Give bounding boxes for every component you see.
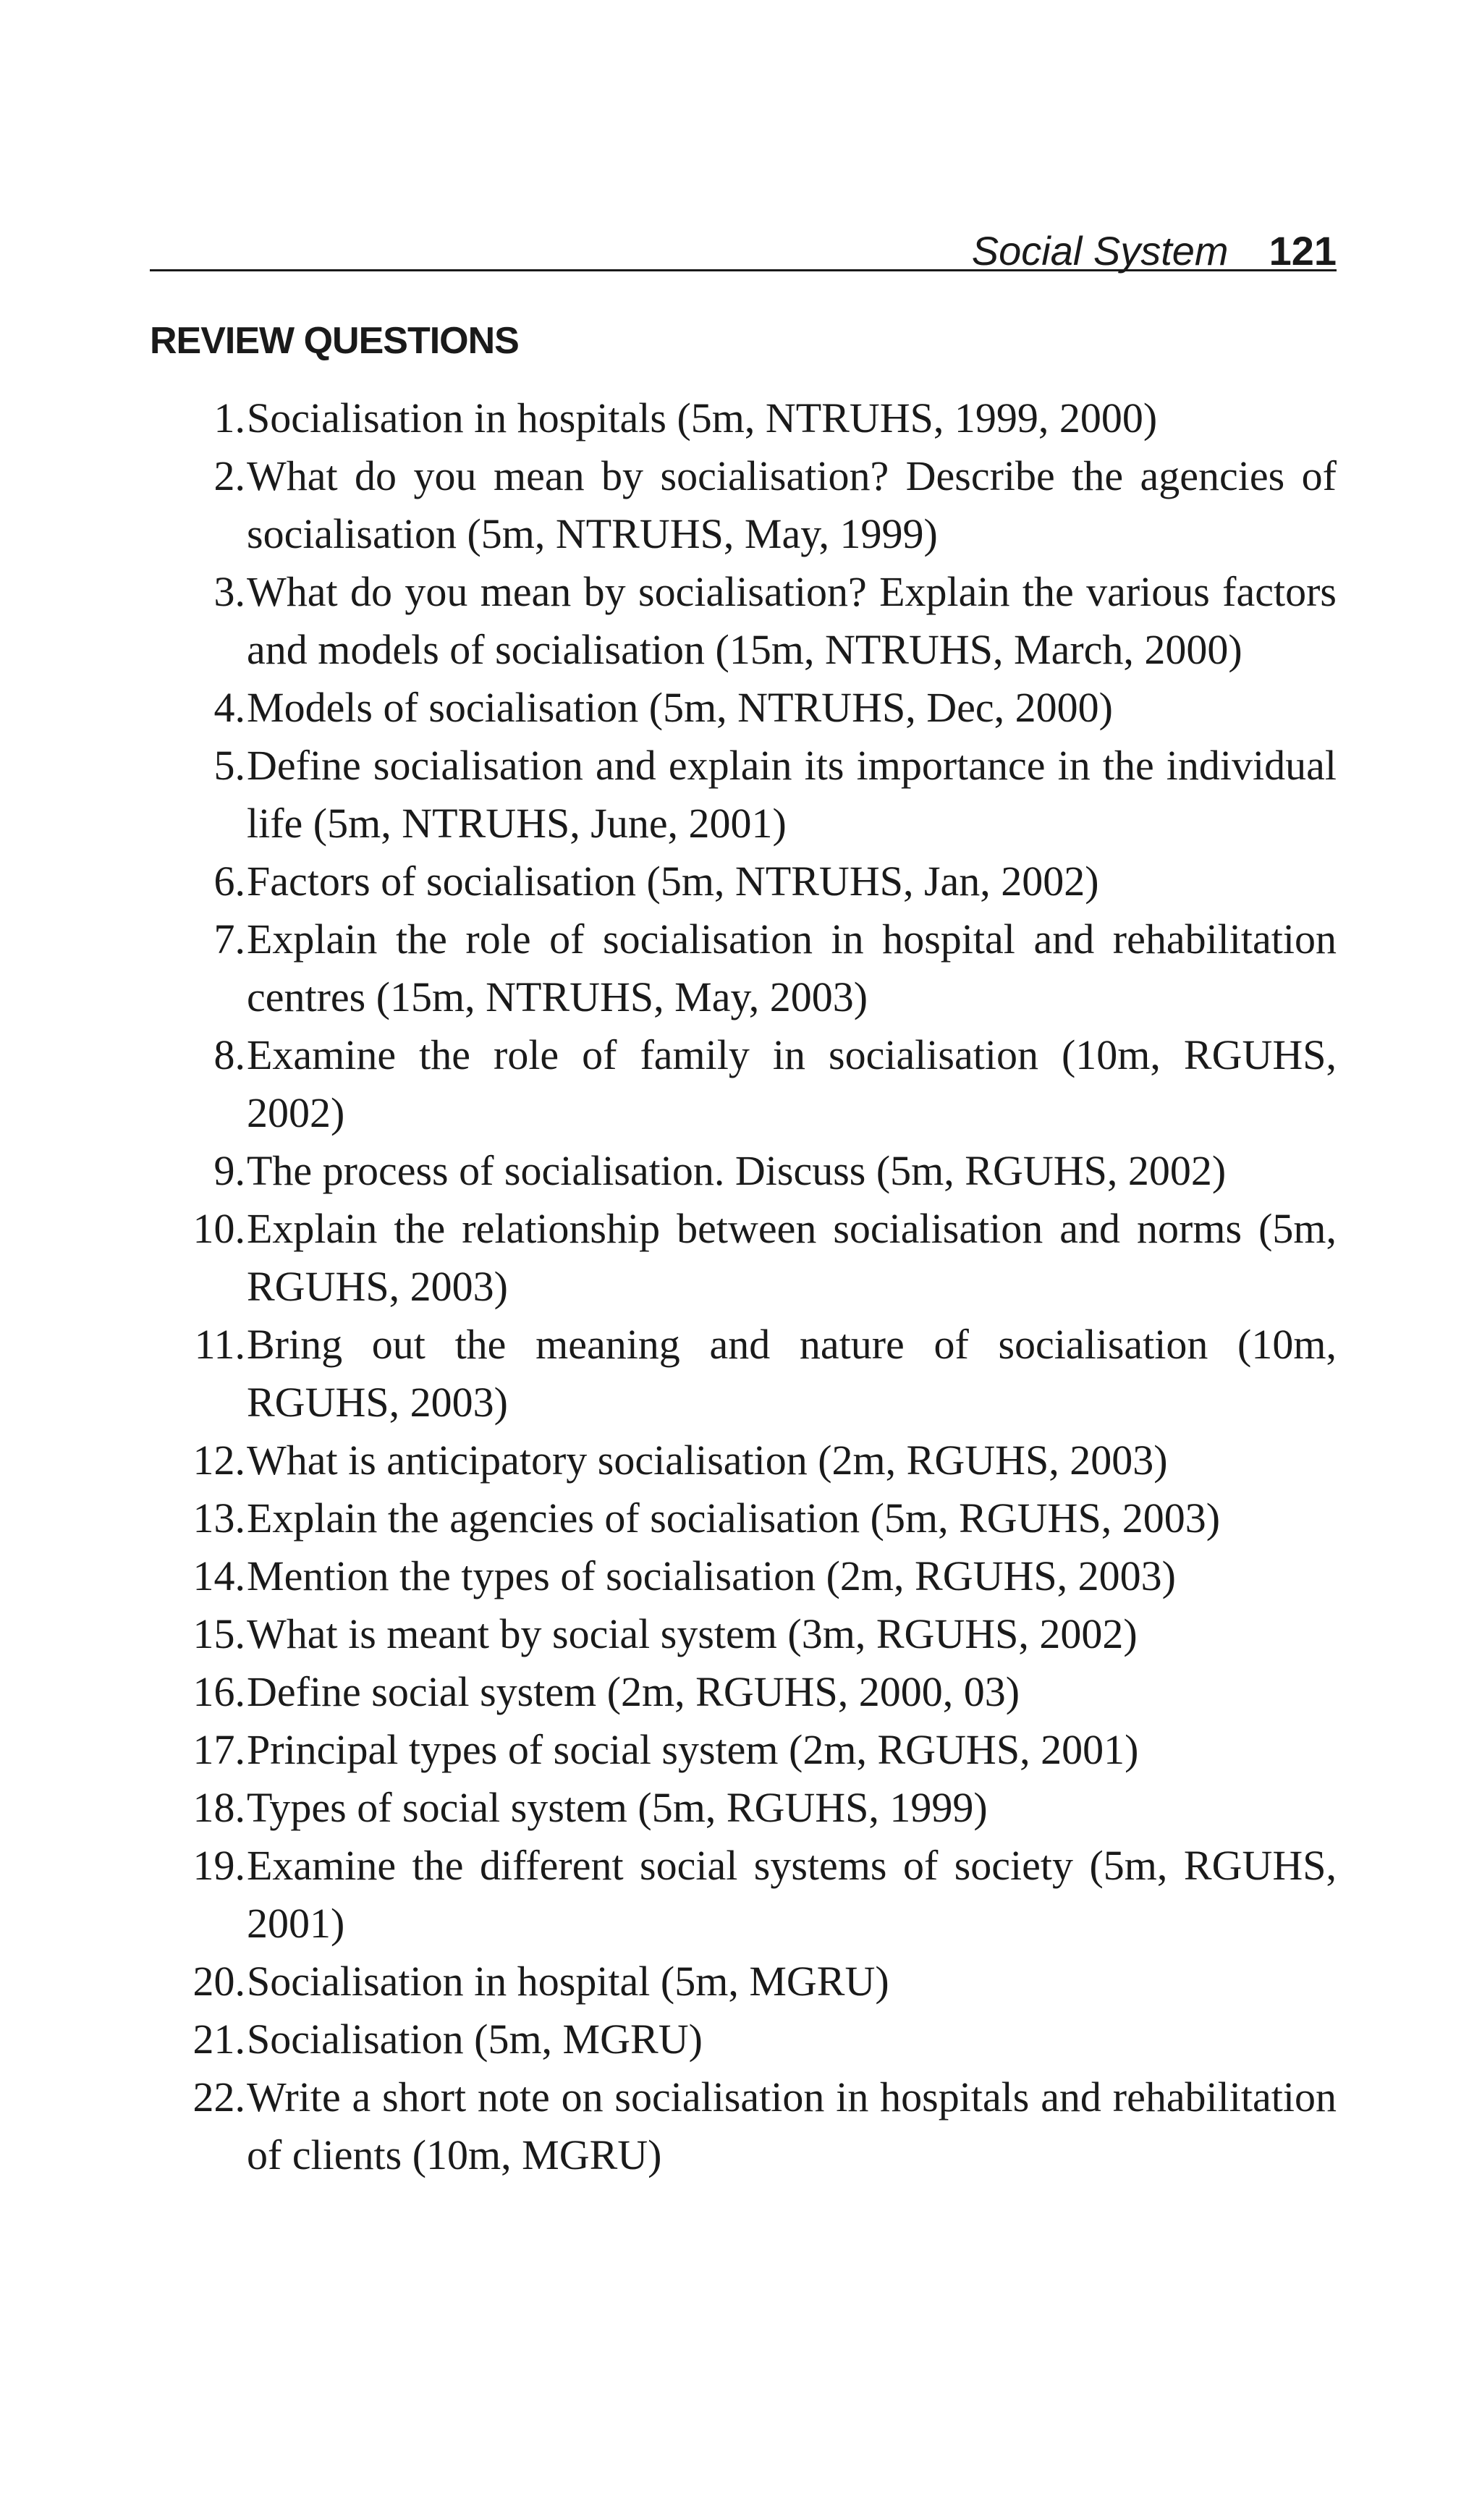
list-item — [150, 2010, 1337, 2068]
question-text: What is anticipatory socialisation (2m, RGUHS, 2003) — [247, 1437, 1168, 1484]
question-number: 20. — [192, 1958, 245, 2005]
question-number: 8. — [213, 1031, 245, 1078]
question-text: Mention the types of socialisation (2m, RGUHS, 2003) — [247, 1552, 1176, 1599]
question-number: 9. — [213, 1147, 245, 1194]
question-number: 6. — [213, 858, 245, 905]
list-item — [150, 447, 1337, 563]
question-number: 7. — [213, 916, 245, 963]
list-item — [150, 1142, 1337, 1200]
question-text: Explain the agencies of socialisation (5m, RGUHS, 2003) — [247, 1494, 1221, 1542]
question-text: Socialisation (5m, MGRU) — [247, 2016, 703, 2063]
list-item — [150, 563, 1337, 679]
list-item — [150, 1432, 1337, 1489]
question-text: Examine the different social systems of society (5m, RGUHS, 2001) — [247, 1842, 1337, 1947]
list-item — [150, 679, 1337, 737]
question-text: Bring out the meaning and nature of socialisation (10m, RGUHS, 2003) — [247, 1321, 1337, 1426]
question-number: 22. — [192, 2073, 245, 2121]
question-text: What do you mean by socialisation? Describe the agencies of socialisation (5m, NTRUHS, May, 1999) — [247, 452, 1337, 557]
question-text: Socialisation in hospital (5m, MGRU) — [247, 1958, 889, 2005]
question-number: 11. — [194, 1321, 245, 1368]
question-number: 2. — [213, 452, 245, 499]
question-number: 14. — [192, 1552, 245, 1599]
question-number: 16. — [192, 1668, 245, 1715]
question-text: Explain the role of socialisation in hospital and rehabilitation centres (15m, NTRUHS, May, 2003) — [247, 916, 1337, 1020]
question-text: Explain the relationship between socialisation and norms (5m, RGUHS, 2003) — [247, 1205, 1337, 1310]
section-heading: REVIEW QUESTIONS — [150, 320, 519, 362]
question-number: 10. — [192, 1205, 245, 1252]
question-number: 12. — [192, 1437, 245, 1484]
question-text: Define socialisation and explain its importance in the individual life (5m, NTRUHS, June, 2001) — [247, 742, 1337, 847]
question-text: Define social system (2m, RGUHS, 2000, 03) — [247, 1668, 1020, 1715]
question-text: The process of socialisation. Discuss (5m, RGUHS, 2002) — [247, 1147, 1227, 1194]
running-title: Social System — [971, 228, 1229, 274]
question-text: Types of social system (5m, RGUHS, 1999) — [247, 1784, 988, 1831]
list-item — [150, 389, 1337, 447]
page-number: 121 — [1269, 228, 1337, 274]
list-item — [150, 910, 1337, 1026]
list-item — [150, 2068, 1337, 2184]
header-rule — [150, 269, 1337, 271]
list-item — [150, 737, 1337, 853]
question-text: Socialisation in hospitals (5m, NTRUHS, 1999, 2000) — [247, 394, 1158, 441]
question-number: 3. — [213, 568, 245, 615]
question-number: 4. — [213, 684, 245, 731]
running-head — [150, 213, 1337, 274]
list-item — [150, 1489, 1337, 1547]
question-text: What do you mean by socialisation? Explain the various factors and models of socialisation (15m, NTRUHS, March, 2000) — [247, 568, 1337, 673]
review-questions-list — [150, 389, 1337, 2184]
list-item — [150, 1547, 1337, 1605]
list-item — [150, 1779, 1337, 1837]
list-item — [150, 1605, 1337, 1663]
list-item — [150, 1316, 1337, 1432]
question-text: Principal types of social system (2m, RGUHS, 2001) — [247, 1726, 1139, 1773]
list-item — [150, 853, 1337, 910]
question-text: What is meant by social system (3m, RGUHS, 2002) — [247, 1610, 1138, 1657]
question-number: 13. — [192, 1494, 245, 1542]
question-text: Examine the role of family in socialisation (10m, RGUHS, 2002) — [247, 1031, 1337, 1136]
list-item — [150, 1721, 1337, 1779]
question-number: 17. — [192, 1726, 245, 1773]
question-number: 21. — [192, 2016, 245, 2063]
question-number: 1. — [213, 394, 245, 441]
list-item — [150, 1026, 1337, 1142]
question-text: Factors of socialisation (5m, NTRUHS, Jan, 2002) — [247, 858, 1099, 905]
question-number: 19. — [192, 1842, 245, 1889]
question-number: 5. — [213, 742, 245, 789]
question-text: Models of socialisation (5m, NTRUHS, Dec, 2000) — [247, 684, 1113, 731]
list-item — [150, 1837, 1337, 1953]
list-item — [150, 1200, 1337, 1316]
list-item — [150, 1953, 1337, 2010]
question-number: 15. — [192, 1610, 245, 1657]
list-item — [150, 1663, 1337, 1721]
question-number: 18. — [192, 1784, 245, 1831]
question-text: Write a short note on socialisation in hospitals and rehabilitation of clients (10m, MGRU) — [247, 2073, 1337, 2178]
